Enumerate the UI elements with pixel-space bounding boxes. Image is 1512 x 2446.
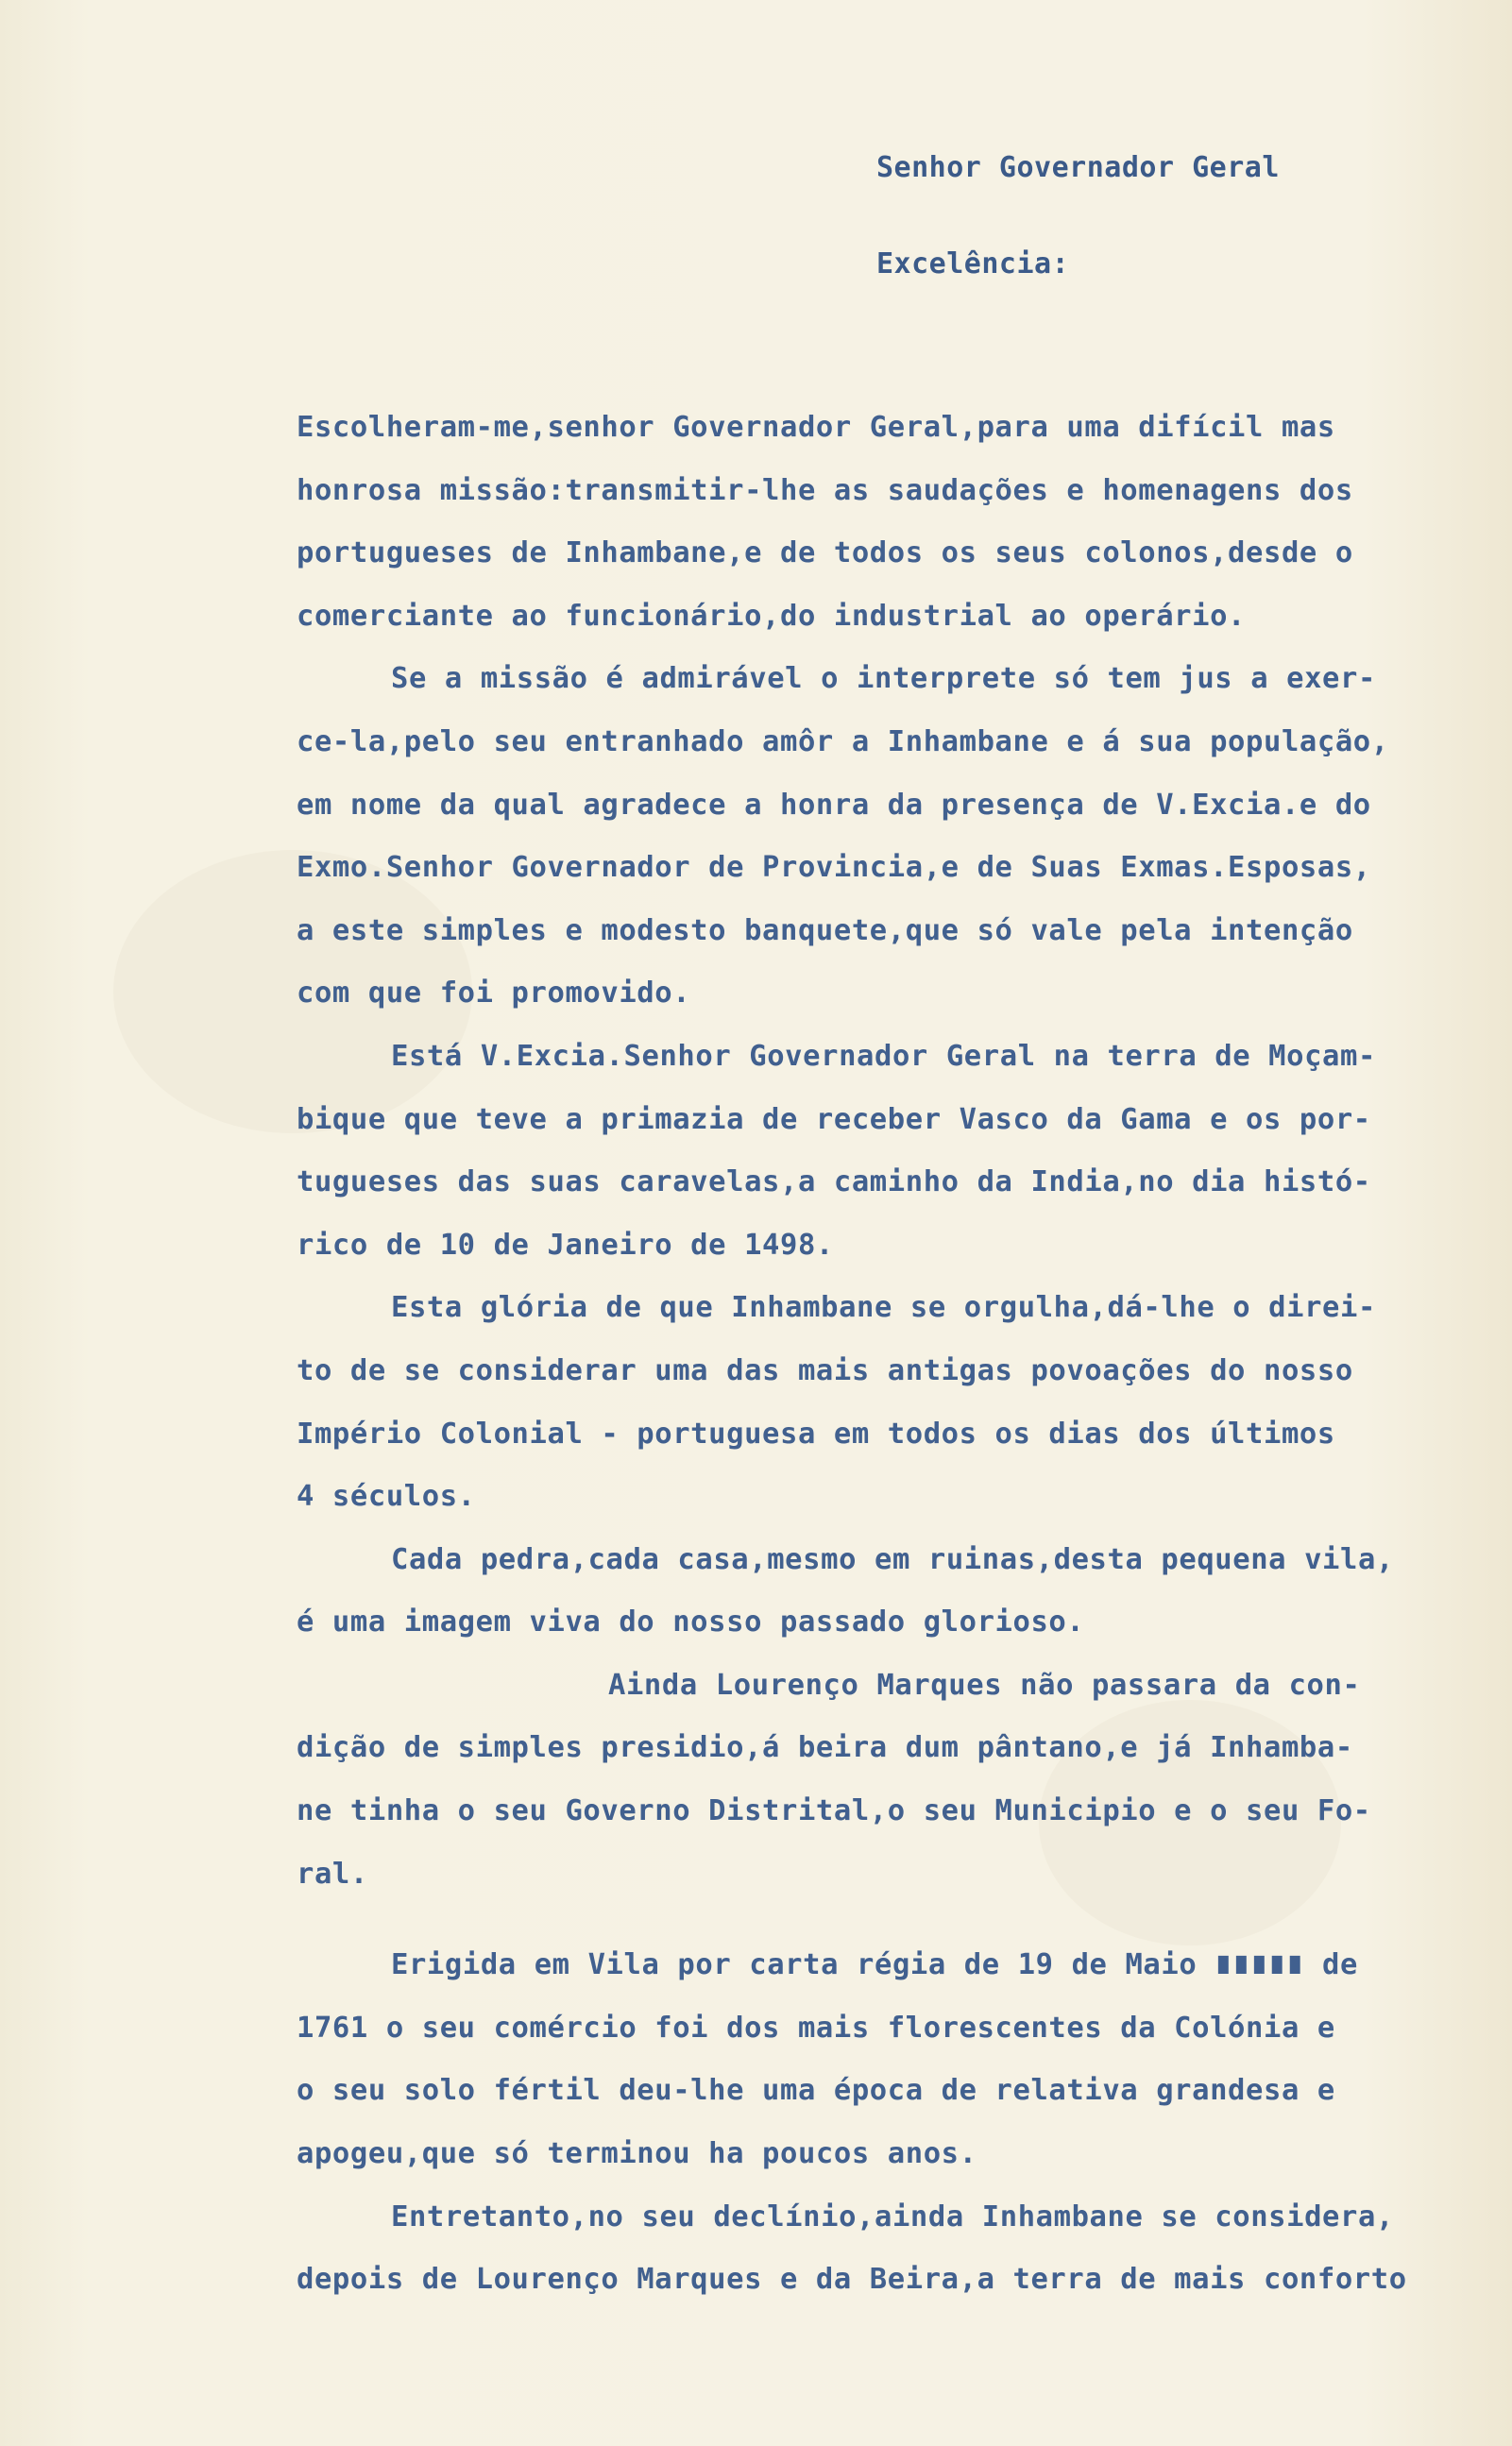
text-line: Cada pedra,cada casa,mesmo em ruinas,desta pequena vila, [391, 1542, 1394, 1576]
text-line: tugueses das suas caravelas,a caminho da India,no dia histó- [297, 1165, 1371, 1199]
paragraph-gap [297, 1906, 1458, 1934]
text-line: dição de simples presidio,á beira dum pântano,e já Inhamba- [297, 1731, 1353, 1765]
text-line: Escolheram-me,senhor Governador Geral,para uma difícil mas [297, 411, 1335, 444]
text-line: apogeu,que só terminou ha poucos anos. [297, 2137, 977, 2171]
text-line: Erigida em Vila por carta régia de 19 de Maio ∎∎∎∎∎ de [391, 1948, 1358, 1982]
text-line: honrosa missão:transmitir-lhe as saudações e homenagens dos [297, 473, 1353, 507]
text-line: bique que teve a primazia de receber Vasco da Gama e os por- [297, 1102, 1371, 1136]
text-line: ne tinha o seu Governo Distrital,o seu Municipio e o seu Fo- [297, 1794, 1371, 1828]
text-line: Exmo.Senhor Governador de Provincia,e de Suas Exmas.Esposas, [297, 851, 1371, 885]
letter-body [297, 397, 1458, 2312]
salutation-header: Senhor Governador Geral [876, 151, 1280, 184]
text-line: com que foi promovido. [297, 977, 691, 1011]
text-line: Está V.Excia.Senhor Governador Geral na terra de Moçam- [391, 1039, 1376, 1073]
text-line: Império Colonial - portuguesa em todos os dias dos últimos [297, 1417, 1335, 1451]
paragraph-8 [297, 2186, 1458, 2312]
text-line: Entretanto,no seu declínio,ainda Inhambane se considera, [391, 2200, 1394, 2234]
text-line: Ainda Lourenço Marques não passara da con- [608, 1668, 1361, 1702]
text-line: ce-la,pelo seu entranhado amôr a Inhambane e á sua população, [297, 724, 1389, 758]
text-line: Esta glória de que Inhambane se orgulha,dá-lhe o direi- [391, 1291, 1376, 1325]
text-line: ral. [297, 1857, 368, 1891]
text-line: 1761 o seu comércio foi dos mais florescentes da Colónia e [297, 2011, 1335, 2045]
text-line: Se a missão é admirável o interprete só tem jus a exer- [391, 662, 1376, 696]
text-line: em nome da qual agradece a honra da presença de V.Excia.e do [297, 788, 1371, 822]
paragraph-4 [297, 1277, 1458, 1528]
paragraph-2 [297, 648, 1458, 1026]
text-line: to de se considerar uma das mais antigas povoações do nosso [297, 1353, 1353, 1387]
text-line: comerciante ao funcionário,do industrial ao operário. [297, 599, 1247, 633]
text-line: é uma imagem viva do nosso passado glorioso. [297, 1605, 1085, 1639]
paragraph-6 [297, 1655, 1458, 1906]
paragraph-1 [297, 397, 1458, 648]
text-line: a este simples e modesto banquete,que só vale pela intenção [297, 913, 1353, 947]
text-line: portugueses de Inhambane,e de todos os seus colonos,desde o [297, 536, 1353, 570]
text-line: rico de 10 de Janeiro de 1498. [297, 1228, 834, 1262]
paragraph-7 [297, 1934, 1458, 2185]
text-line: 4 séculos. [297, 1480, 476, 1514]
text-line: o seu solo fértil deu-lhe uma época de relativa grandesa e [297, 2074, 1335, 2108]
text-line: depois de Lourenço Marques e da Beira,a terra de mais conforto [297, 2263, 1407, 2297]
paragraph-5 [297, 1529, 1458, 1655]
paragraph-3 [297, 1026, 1458, 1277]
excellency-line: Excelência: [876, 247, 1070, 280]
